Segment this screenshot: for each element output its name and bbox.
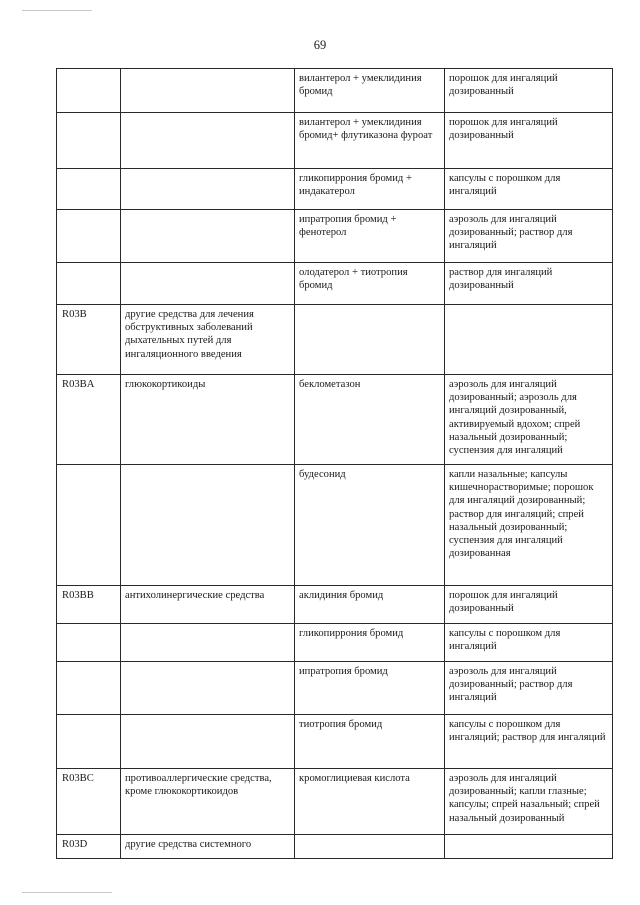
substance-cell: гликопиррония бромид + индакатерол bbox=[295, 169, 445, 210]
group-name-cell bbox=[121, 113, 295, 169]
drug-classification-table bbox=[56, 68, 613, 859]
group-name-cell bbox=[121, 624, 295, 662]
dosage-form-cell: капли назальные; капсулы кишечнорастворимые; порошок для ингаляций дозированный; раствор для ингаляций; спрей назальный дозированный; суспензия для ингаляций дозированная bbox=[445, 465, 613, 586]
table-row bbox=[57, 69, 613, 113]
substance-cell: кромоглициевая кислота bbox=[295, 769, 445, 835]
group-name-cell bbox=[121, 465, 295, 586]
substance-cell: аклидиния бромид bbox=[295, 586, 445, 624]
table-row bbox=[57, 375, 613, 465]
group-name-cell: другие средства системного bbox=[121, 835, 295, 859]
dosage-form-cell: порошок для ингаляций дозированный bbox=[445, 69, 613, 113]
group-name-cell: противоаллергические средства, кроме глюкокортикоидов bbox=[121, 769, 295, 835]
atc-code-cell bbox=[57, 69, 121, 113]
table-row bbox=[57, 624, 613, 662]
dosage-form-cell: капсулы с порошком для ингаляций bbox=[445, 169, 613, 210]
atc-code-cell bbox=[57, 113, 121, 169]
dosage-form-cell: раствор для ингаляций дозированный bbox=[445, 263, 613, 305]
substance-cell: будесонид bbox=[295, 465, 445, 586]
dosage-form-cell: капсулы с порошком для ингаляций bbox=[445, 624, 613, 662]
atc-code-cell bbox=[57, 465, 121, 586]
atc-code-cell bbox=[57, 624, 121, 662]
dosage-form-cell bbox=[445, 835, 613, 859]
substance-cell bbox=[295, 835, 445, 859]
substance-cell: олодатерол + тиотропия бромид bbox=[295, 263, 445, 305]
substance-cell: вилантерол + умеклидиния бромид+ флутиказона фуроат bbox=[295, 113, 445, 169]
atc-code-cell: R03D bbox=[57, 835, 121, 859]
table-row bbox=[57, 662, 613, 715]
dosage-form-cell: капсулы с порошком для ингаляций; раствор для ингаляций bbox=[445, 715, 613, 769]
substance-cell: ипратропия бромид + фенотерол bbox=[295, 210, 445, 263]
group-name-cell bbox=[121, 263, 295, 305]
group-name-cell: другие средства для лечения обструктивных заболеваний дыхательных путей для ингаляционного введения bbox=[121, 305, 295, 375]
table-row bbox=[57, 586, 613, 624]
substance-cell: тиотропия бромид bbox=[295, 715, 445, 769]
table-row bbox=[57, 113, 613, 169]
atc-code-cell: R03B bbox=[57, 305, 121, 375]
table-row bbox=[57, 465, 613, 586]
table-row bbox=[57, 769, 613, 835]
group-name-cell: антихолинергические средства bbox=[121, 586, 295, 624]
group-name-cell bbox=[121, 210, 295, 263]
dosage-form-cell: порошок для ингаляций дозированный bbox=[445, 586, 613, 624]
scan-artifact-bottom bbox=[22, 892, 112, 893]
table-row bbox=[57, 169, 613, 210]
dosage-form-cell: аэрозоль для ингаляций дозированный; раствор для ингаляций bbox=[445, 210, 613, 263]
group-name-cell bbox=[121, 169, 295, 210]
table-row bbox=[57, 715, 613, 769]
page-number: 69 bbox=[313, 38, 327, 52]
atc-code-cell bbox=[57, 210, 121, 263]
atc-code-cell: R03BB bbox=[57, 586, 121, 624]
atc-code-cell bbox=[57, 169, 121, 210]
dosage-form-cell bbox=[445, 305, 613, 375]
dosage-form-cell: аэрозоль для ингаляций дозированный; аэрозоль для ингаляций дозированный, активируемый вдохом; спрей назальный дозированный; суспензия для ингаляций bbox=[445, 375, 613, 465]
atc-code-cell bbox=[57, 263, 121, 305]
atc-code-cell: R03BA bbox=[57, 375, 121, 465]
table-row bbox=[57, 835, 613, 859]
group-name-cell bbox=[121, 662, 295, 715]
substance-cell: беклометазон bbox=[295, 375, 445, 465]
group-name-cell bbox=[121, 69, 295, 113]
group-name-cell bbox=[121, 715, 295, 769]
scan-artifact-top bbox=[22, 10, 92, 11]
dosage-form-cell: аэрозоль для ингаляций дозированный; раствор для ингаляций bbox=[445, 662, 613, 715]
table-row bbox=[57, 210, 613, 263]
substance-cell: вилантерол + умеклидиния бромид bbox=[295, 69, 445, 113]
atc-code-cell bbox=[57, 715, 121, 769]
substance-cell: гликопиррония бромид bbox=[295, 624, 445, 662]
group-name-cell: глюкокортикоиды bbox=[121, 375, 295, 465]
table-row bbox=[57, 263, 613, 305]
table-row bbox=[57, 305, 613, 375]
substance-cell bbox=[295, 305, 445, 375]
atc-code-cell bbox=[57, 662, 121, 715]
dosage-form-cell: порошок для ингаляций дозированный bbox=[445, 113, 613, 169]
substance-cell: ипратропия бромид bbox=[295, 662, 445, 715]
atc-code-cell: R03BC bbox=[57, 769, 121, 835]
dosage-form-cell: аэрозоль для ингаляций дозированный; капли глазные; капсулы; спрей назальный; спрей назальный дозированный bbox=[445, 769, 613, 835]
